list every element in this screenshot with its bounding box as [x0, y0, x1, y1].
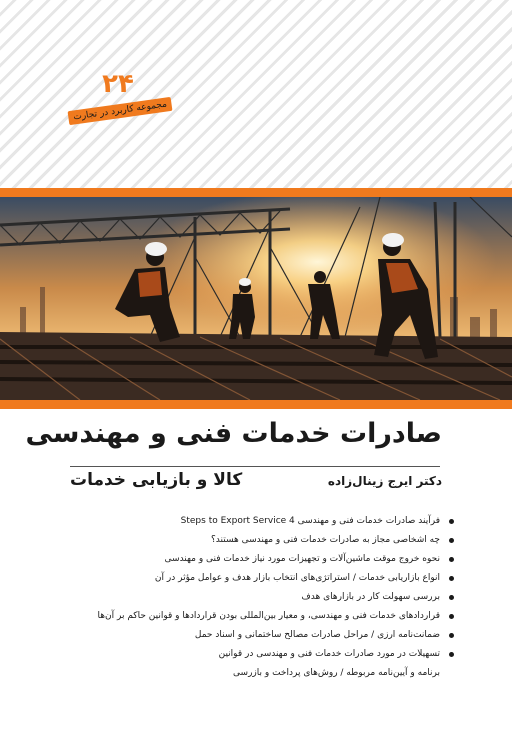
list-item-text: چه اشخاصی مجاز به صادرات خدمات فنی و مهندسی هستند؟ [211, 535, 440, 545]
cover-photo-construction-workers [0, 197, 512, 400]
bullet-icon [449, 576, 454, 581]
title-divider [70, 466, 440, 467]
list-item [54, 626, 454, 645]
bullet-icon [449, 652, 454, 657]
list-item [54, 550, 454, 569]
series-label: مجموعه کاربرد در تجارت [68, 97, 173, 125]
list-item-text: ضمانت‌نامه ارزی / مراحل صادرات مصالح ساختمانی و اسناد حمل [194, 630, 440, 640]
bullet-icon [449, 614, 454, 619]
orange-band-top [0, 188, 512, 197]
book-title: صادرات خدمات فنی و مهندسی [25, 418, 442, 449]
list-item-text: تسهیلات در مورد صادرات خدمات فنی و مهندسی در قوانین [218, 649, 440, 659]
author-name: دکتر ایرج زینال‌زاده [327, 474, 442, 488]
list-item-text: فرآیند صادرات خدمات فنی و مهندسی Steps to Export Service 4 [180, 516, 440, 526]
list-item-text: قراردادهای خدمات فنی و مهندسی، و معیار بین‌المللی بودن قراردادها و قوانین حاکم بر آن‌ها [97, 611, 440, 621]
bullet-icon [449, 633, 454, 638]
book-subtitle: کالا و بازیابی خدمات [70, 470, 243, 490]
list-item [54, 569, 454, 588]
series-badge [68, 70, 168, 126]
list-item-text: انواع بازاریابی خدمات / استراتژی‌های انتخاب بازار هدف و عوامل مؤثر در آن [154, 573, 440, 583]
list-item-text: بررسی سهولت کار در بازارهای هدف [301, 592, 440, 602]
list-item-continuation [54, 664, 454, 683]
list-item [54, 588, 454, 607]
contents-list [54, 512, 454, 683]
list-item [54, 645, 454, 664]
list-item-text: برنامه و آیین‌نامه مربوطه / روش‌های پرداخت و بازرسی [233, 668, 440, 678]
bullet-icon [449, 519, 454, 524]
list-item [54, 607, 454, 626]
bullet-icon [449, 595, 454, 600]
series-number: ۲۴ [102, 69, 134, 99]
bullet-icon [449, 557, 454, 562]
list-item-text: نحوه خروج موقت ماشین‌آلات و تجهیزات مورد نیاز خدمات فنی و مهندسی [164, 554, 440, 564]
orange-band-bottom [0, 400, 512, 409]
list-item [54, 512, 454, 531]
bullet-icon [449, 538, 454, 543]
list-item [54, 531, 454, 550]
